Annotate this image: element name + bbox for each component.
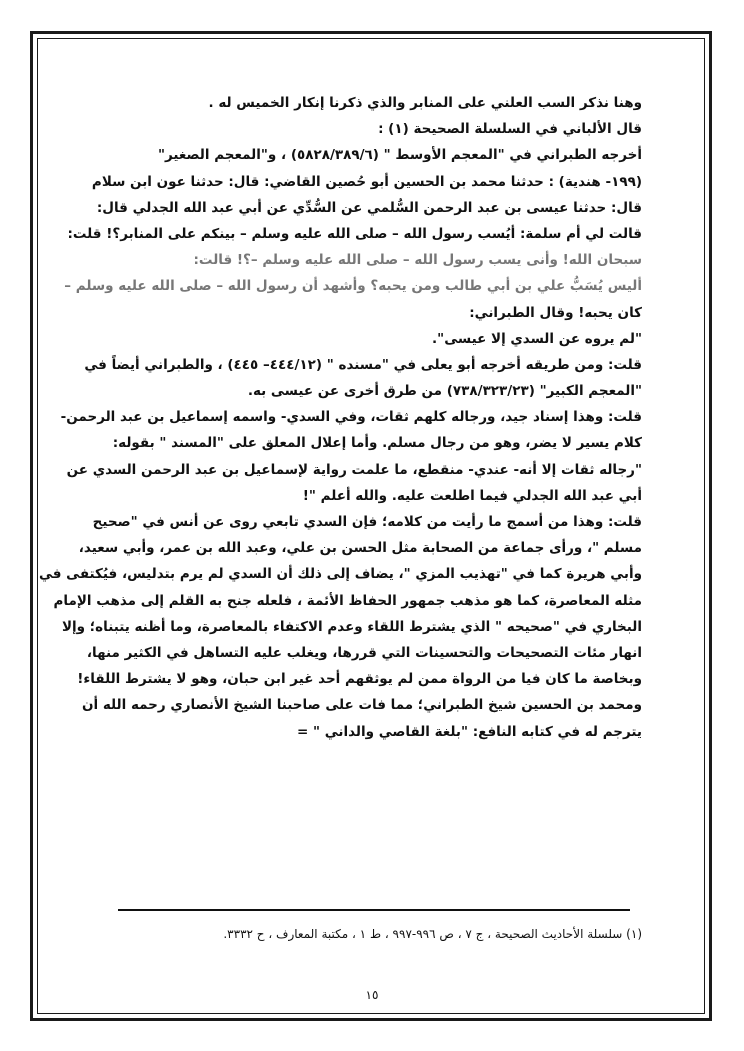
text-line: مسلم "، ورأى جماعة من الصحابة مثل الحسن بن علي، وعبد الله بن عمر، وأبي سعيد،: [78, 540, 642, 557]
text-line: قالت لي أم سلمة: أيُسب رسول الله – صلى الله عليه وسلم – بينكم على المنابر؟! قلت:: [67, 225, 642, 242]
text-line: أليس يُسَبُّ علي بن أبي طالب ومن يحبه؟ وأشهد أن رسول الله – صلى الله عليه وسلم –: [64, 278, 642, 295]
text-line: قلت: وهذا إسناد جيد، ورجاله كلهم ثقات، وفي السدي- واسمه إسماعيل بن عبد الرحمن-: [60, 409, 642, 426]
text-line: قال الألباني في السلسلة الصحيحة (١) :: [378, 121, 642, 138]
text-line: وبخاصة ما كان فيا من الرواة ممن لم يوثقهم أحد غير ابن حبان، وهو لا يشترط اللقاء!: [77, 671, 642, 688]
text-line: يترجم له في كتابه النافع: "بلغة القاصي والداني " =: [297, 723, 642, 740]
text-line: البخاري في "صحيحه " الذي يشترط اللقاء وعدم الاكتفاء بالمعاصرة، وما أظنه يتبناه؛ وإلا: [61, 618, 642, 635]
main-text: [38, 90, 642, 745]
text-line: وأبي هريرة كما في "تهذيب المزي "، يضاف إلى ذلك أن السدي لم يرم بتدليس، فيُكتفى في: [38, 566, 642, 583]
text-line: "لم يروه عن السدي إلا عيسى".: [432, 330, 642, 347]
text-line: كان يحبه! وقال الطبراني:: [469, 304, 642, 321]
text-line: انهار مئات التصحيحات والتحسينات التي قررها، ويغلب عليه التساهل في الكثير منها،: [86, 644, 642, 661]
text-line: "رجاله ثقات إلا أنه- عندي- منقطع، ما علمت رواية لإسماعيل بن عبد الرحمن السدي عن: [66, 461, 642, 478]
text-line: أبي عبد الله الجدلي فيما اطلعت عليه. والله أعلم "!: [302, 487, 642, 504]
footnote-divider: [118, 909, 630, 911]
text-line: قال: حدثنا عيسى بن عبد الرحمن السُّلمي عن السُّدِّي عن أبي عبد الله الجدلي قال:: [96, 199, 642, 216]
text-line: قلت: ومن طريقه أخرجه أبو يعلى في "مسنده " (٤٤٤/١٢– ٤٤٥) ، والطبراني أيضاً في: [84, 356, 642, 373]
text-line: "المعجم الكبير" (٧٣٨/٣٢٣/٢٣) من طرق أخرى عن عيسى به.: [247, 383, 642, 400]
text-line: سبحان الله! وأنى يسب رسول الله – صلى الله عليه وسلم –؟! قالت:: [193, 252, 642, 269]
text-line: (١٩٩- هندية) : حدثنا محمد بن الحسين أبو حُصين القاضي: قال: حدثنا عون ابن سلام: [91, 173, 642, 190]
page-number: ١٥: [365, 988, 379, 1002]
footnote: (١) سلسلة الأحاديث الصحيحة ، ج ٧ ، ص ٩٩٦-٩٩٧ ، ط ١ ، مكتبة المعارف ، ح ٣٣٣٢.: [223, 927, 642, 941]
text-line: وهنا نذكر السب العلني على المنابر والذي ذكرنا إنكار الخميس له .: [208, 95, 642, 111]
text-line: مثله المعاصرة، كما هو مذهب جمهور الحفاظ الأئمة ، فلعله جنح به القلم إلى مذهب الإمام: [53, 592, 642, 609]
text-line: أخرجه الطبراني في "المعجم الأوسط " (٥٨٢٨/٣٨٩/٦) ، و"المعجم الصغير": [157, 147, 642, 164]
text-line: كلام يسير لا يضر، وهو من رجال مسلم. وأما إعلال المعلق على "المسند " بقوله:: [112, 435, 642, 452]
text-line: قلت: وهذا من أسمج ما رأيت من كلامه؛ فإن السدي تابعي روى عن أنس في "صحيح: [92, 514, 642, 530]
text-line: ومحمد بن الحسين شيخ الطبراني؛ مما فات على صاحبنا الشيخ الأنصاري رحمه الله أن: [82, 697, 642, 714]
